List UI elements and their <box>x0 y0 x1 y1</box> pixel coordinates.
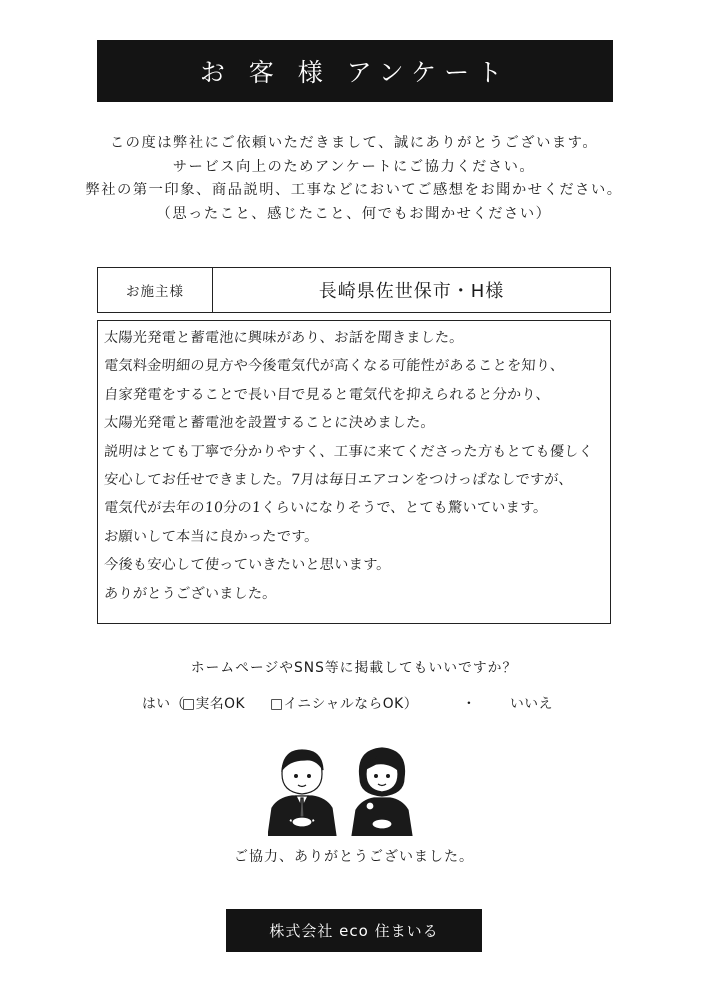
intro-line: サービス向上のためアンケートにご協力ください。 <box>172 158 536 175</box>
sns-yes-label: はい（ <box>142 696 185 712</box>
comment-line: 電気代が去年の10分の1くらいになりそうで、とても驚いています。 <box>103 500 549 517</box>
survey-title: お 客 様 アンケート <box>97 40 613 102</box>
comment-line: 説明はとても丁寧で分かりやすく、工事に来てくださった方もとても優しく <box>103 443 594 460</box>
client-label: お施主様 <box>98 268 213 312</box>
sns-separator: ・ <box>462 696 477 712</box>
intro-line: 弊社の第一印象、商品説明、工事などにおいてご感想をお聞かせください。 <box>85 182 623 198</box>
real-name-ok-checkbox[interactable]: □実名OK <box>182 696 246 712</box>
client-table <box>97 267 611 313</box>
sns-no-option[interactable]: いいえ <box>510 696 553 712</box>
intro-line: この度は弊社にご依頼いただきまして、誠にありがとうございます。 <box>109 135 599 151</box>
company-name: 株式会社 eco 住まいる <box>226 909 482 952</box>
comment-line: 自家発電をすることで長い目で見ると電気代を抑えられると分かり、 <box>103 386 551 403</box>
comment-line: 太陽光発電と蓄電池を設置することに決めました。 <box>103 415 436 432</box>
staff-illustration-icon <box>268 736 428 836</box>
intro-text <box>40 132 668 226</box>
sns-question: ホームページやSNS等に掲載してもいいですか？ <box>190 660 518 676</box>
client-value: 長崎県佐世保市・H様 <box>318 281 505 302</box>
intro-line: （思ったこと、感じたこと、何でもお聞かせください） <box>156 205 552 222</box>
comment-line: ありがとうございました。 <box>103 585 278 602</box>
comment-line: 電気料金明細の見方や今後電気代が高くなる可能性があることを知り、 <box>103 358 565 375</box>
comment-line: お願いして本当に良かったです。 <box>103 528 320 545</box>
thanks-message: ご協力、ありがとうございました。 <box>234 849 474 865</box>
comment-box <box>97 320 611 624</box>
sns-options <box>142 692 602 714</box>
comment-line: 安心してお任せできました。7月は毎日エアコンをつけっぱなしですが、 <box>103 471 574 488</box>
initial-ok-checkbox[interactable]: □イニシャルならOK） <box>270 696 418 712</box>
comment-line: 太陽光発電と蓄電池に興味があり、お話を聞きました。 <box>103 330 465 346</box>
comment-line: 今後も安心して使っていきたいと思います。 <box>103 557 392 574</box>
